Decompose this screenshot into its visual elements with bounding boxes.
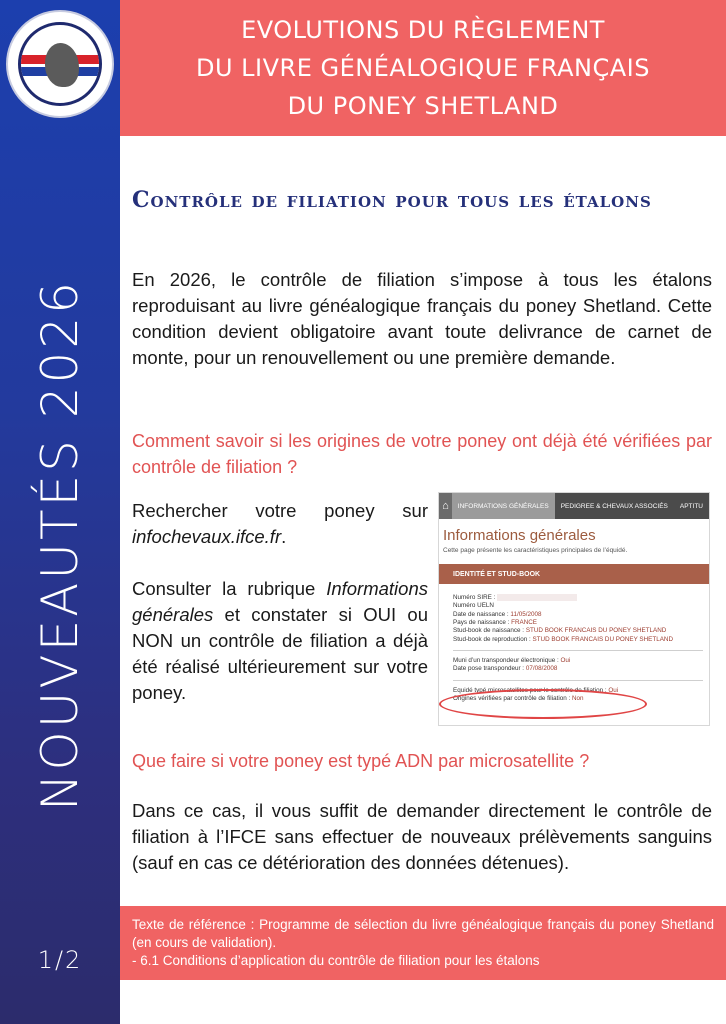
section-title: Contrôle de filiation pour tous les étalons [132, 187, 652, 213]
question-origins: Comment savoir si les origines de votre poney ont déjà été vérifiées par contrôle de filiation ? [132, 431, 712, 477]
reference-text: Texte de référence : Programme de sélection du livre généalogique français du poney Shetland (en cours de validation). [132, 917, 714, 950]
highlight-ellipse [439, 689, 647, 719]
main-content [120, 136, 726, 1024]
row-birthdate: Date de naissance : 11/05/2008 [453, 610, 542, 618]
tab-aptitudes: APTITU [674, 493, 709, 519]
row-country: Pays de naissance : FRANCE [453, 619, 537, 627]
header-line-2: DU LIVRE GÉNÉALOGIQUE FRANÇAIS [195, 54, 650, 82]
infochevaux-screenshot [438, 492, 710, 726]
row-sire: Numéro SIRE : [453, 594, 709, 602]
reference-article: - 6.1 Conditions d’application du contrôle de filiation pour les étalons [132, 953, 540, 968]
page-number: 1/2 [37, 946, 83, 974]
sidebar [0, 0, 120, 1024]
question-microsatellite: Que faire si votre poney est typé ADN par microsatellite ? [132, 751, 590, 771]
logo-emblem [18, 22, 102, 106]
answer-paragraph: Dans ce cas, il vous suffit de demander directement le contrôle de filiation à l’IFCE sans effectuer de nouveaux prélèvements sanguins (sauf en cas ce détérioration des données détenues). [132, 800, 712, 873]
tab-informations: INFORMATIONS GÉNÉRALES [452, 493, 555, 519]
row-transponder: Muni d’un transpondeur électronique : Oui [453, 656, 571, 664]
screenshot-details [439, 584, 709, 703]
header-line-1: EVOLUTIONS DU RÈGLEMENT [241, 16, 605, 44]
association-logo [8, 12, 112, 116]
intro-paragraph: En 2026, le contrôle de filiation s’impose à tous les étalons reproduisant au livre généalogique français du poney Shetland. Cette condition devient obligatoire avant toute delivrance de carnet de monte, pour un renouvellement ou une première demande. [132, 269, 712, 368]
search-paragraph: Rechercher votre poney sur infochevaux.ifce.fr. [132, 500, 428, 547]
header-line-3: DU PONEY SHETLAND [287, 92, 559, 120]
row-microsatellite: Equidé typé microsatellites pour le contrôle de filiation : Oui [453, 686, 619, 694]
home-icon: ⌂ [439, 493, 452, 519]
screenshot-nav [439, 493, 709, 519]
row-studbook-repro: Stud-book de reproduction : STUD BOOK FRANCAIS DU PONEY SHETLAND [453, 635, 674, 643]
screenshot-band: IDENTITÉ ET STUD-BOOK [439, 564, 709, 584]
screenshot-title: Informations générales [443, 527, 596, 544]
tab-pedigree: PEDIGREE & CHEVAUX ASSOCIÉS [555, 493, 674, 519]
pony-head-icon [45, 43, 79, 87]
row-origins-verified: Origines vérifiées par contrôle de filiation : Non [453, 694, 584, 702]
vertical-title: NOUVEAUTÉS 2026 [31, 279, 89, 811]
row-ueln: Numéro UELN [453, 602, 494, 610]
row-transponder-date: Date pose transpondeur : 07/08/2008 [453, 665, 558, 673]
page-header [120, 0, 726, 136]
screenshot-subtitle: Cette page présente les caractéristiques principales de l’équidé. [443, 547, 628, 554]
consult-paragraph: Consulter la rubrique Informations générales et constater si OUI ou NON un contrôle de filiation a déjà été réalisé ultérieurement sur votre poney. [132, 578, 428, 703]
reference-footer [120, 906, 726, 980]
infochevaux-link[interactable]: infochevaux.ifce.fr [132, 526, 282, 547]
row-studbook-birth: Stud-book de naissance : STUD BOOK FRANCAIS DU PONEY SHETLAND [453, 627, 667, 635]
